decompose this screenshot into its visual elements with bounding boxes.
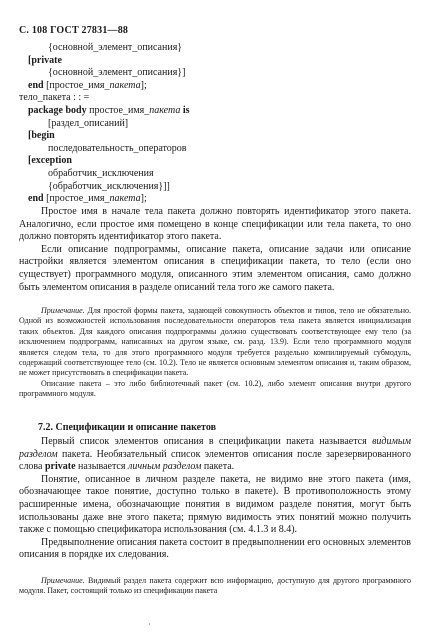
code-line: {основной_элемент_описания}] bbox=[48, 67, 186, 79]
code-line: package body простое_имя_пакета is bbox=[28, 104, 190, 116]
note-text: Описание пакета – это либо библиотечный пакет (см. 10.2), либо элемент описания внутри другого программного модуля. bbox=[19, 378, 411, 399]
paragraph: Предвыполнение описания пакета состоит в предвыполнении его основных элементов описания в порядке их следования. bbox=[19, 536, 411, 561]
paragraph: Понятие, описанное в личном разделе пакета, не видимо вне этого пакета (имя, обозначающее такое понятие, доступно только в пакете). В противоположность этому расширенные имена, обозначающие понятия в видимом разделе понятия, могут быть использованы даже вне этого пакета; прямую видимость этих понятий можно получить также с помощью спецификатора использования (см. 4.1.3 и 8.4). bbox=[19, 473, 411, 536]
code-line: {основной_элемент_описания} bbox=[48, 42, 183, 53]
paragraph: Простое имя в начале тела пакета должно повторять идентификатор этого пакета. Аналогично, если простое имя помещено в конце спецификации или тела пакета, то оно должно повторять идентификатор этого пакета. bbox=[19, 206, 411, 243]
note-2 bbox=[19, 576, 411, 597]
body-section-1 bbox=[19, 206, 411, 294]
code-line: end [простое_имя_пакета]; bbox=[28, 193, 147, 205]
code-line: {обработчик_исключения}]] bbox=[48, 180, 170, 192]
note-text: Для простой формы пакета, задающей совокупность объектов и типов, тело не обязательно. Одной из возможностей использования последовательности операторов тела пакета является инициализация таких объектов. Для каждого описания подпрограммы должно существовать соответствующее ему тело (за исключением подпрограмм, написанных на другом языке, см. разд. 13.9). Если тело программного модуля является следом тела, то для этого программного модуля требуется раздельно компилируемый субмодуль, содержащий соответствующее тело (см. 10.2). Тело не является основным элементом описания и, таким образом, не может присутствовать в спецификации пакета. bbox=[19, 306, 411, 378]
code-line: end [простое_имя_пакета]; bbox=[28, 79, 147, 91]
body-section-2 bbox=[19, 436, 411, 562]
term: видимым разделом bbox=[19, 436, 411, 460]
footer-mark: · bbox=[148, 620, 151, 629]
paragraph: Если описание подпрограммы, описание пакета, описание задачи или описание настройки является элементом описания в спецификации пакета, то тело (если оно существует) программного модуля, описанного этим элементом описания, само должно быть элементом описания в разделе описаний тела того же самого пакета. bbox=[19, 243, 411, 293]
page-header: С. 108 ГОСТ 27831—88 bbox=[19, 25, 129, 36]
code-line: [exception bbox=[28, 155, 72, 167]
code-line: [begin bbox=[28, 130, 55, 142]
note-label: Примечание. bbox=[41, 576, 85, 585]
code-line: [private bbox=[28, 54, 62, 66]
code-line: [раздел_описаний] bbox=[48, 117, 129, 129]
syntax-block bbox=[0, 42, 424, 206]
note-1 bbox=[19, 306, 411, 400]
code-line: последовательность_операторов bbox=[48, 142, 187, 154]
code-line: обработчик_исключения bbox=[48, 167, 154, 179]
keyword: private bbox=[44, 461, 76, 473]
section-heading: 7.2. Спецификации и описание пакетов bbox=[38, 422, 216, 433]
paragraph: Первый список элементов описания в спецификации пакета называется видимым разделом пакета. Необязательный список элементов описания после зарезервированного слова private называется личным разделом пакета. bbox=[19, 436, 411, 473]
term: личным разделом bbox=[127, 461, 202, 473]
note-label: Примечание. bbox=[41, 306, 85, 315]
code-line: тело_пакета : : = bbox=[19, 92, 90, 104]
note-text: Видимый раздел пакета содержит всю информацию, доступную для другого программного модуля. Пакет, состоящий только из спецификации пакета bbox=[19, 576, 412, 596]
